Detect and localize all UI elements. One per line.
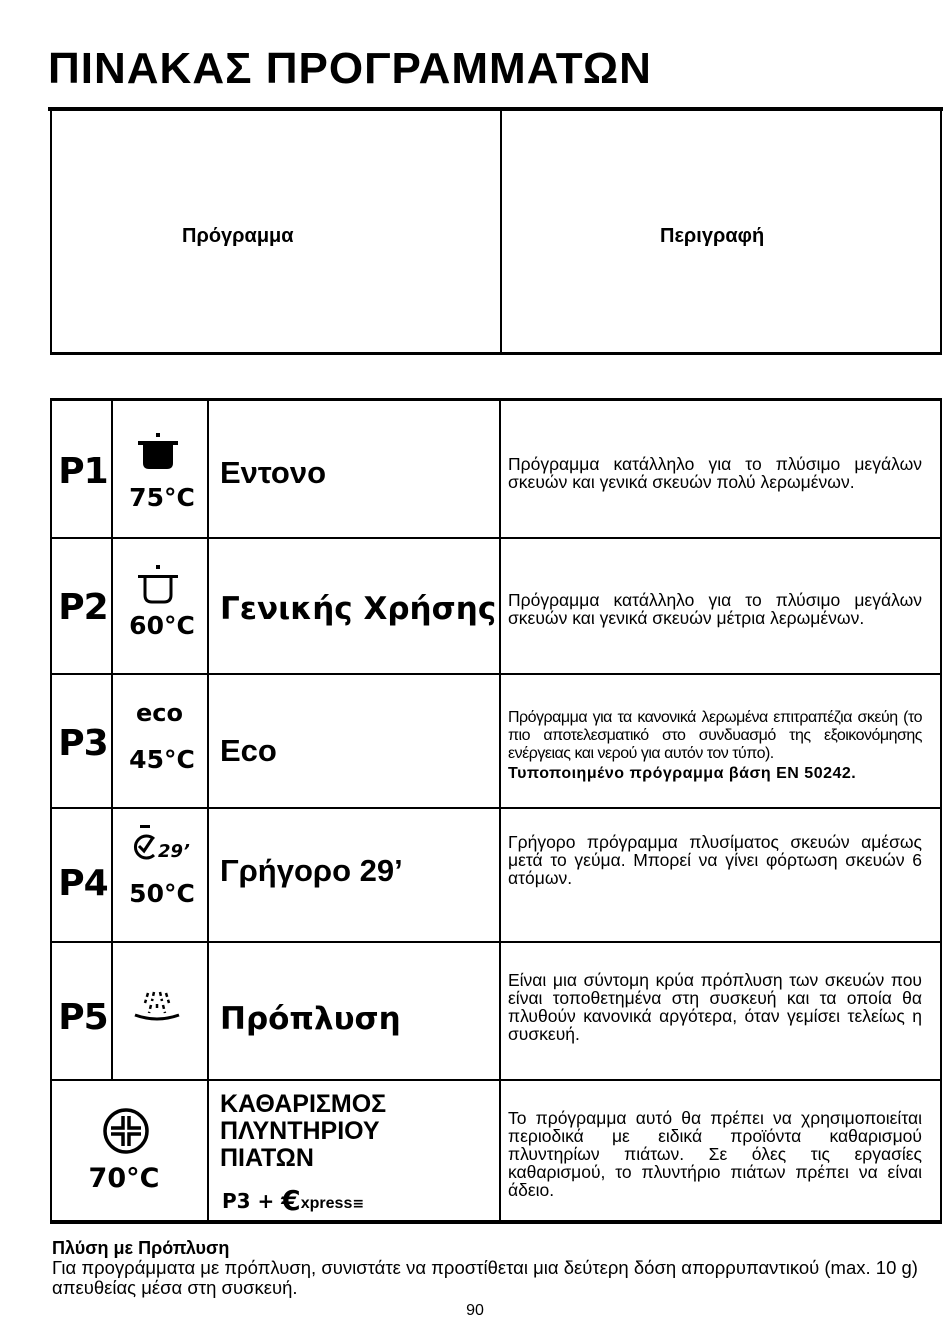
program-row-p3	[52, 673, 940, 807]
program-row-p5	[52, 941, 940, 1079]
program-name: Eco	[220, 733, 277, 768]
program-temp: 75°C	[129, 483, 195, 512]
program-description: Γρήγορο πρόγραμμα πλυσίματος σκευών αμέσως μετά το γεύμα. Μπορεί να γίνει φόρτωση σκευών 6 ατόμων.	[508, 832, 922, 888]
program-table	[50, 398, 942, 1224]
program-code: P5	[58, 997, 108, 1038]
program-temp: 50°C	[129, 879, 195, 908]
prewash-icon	[132, 989, 182, 1027]
pot-filled-icon	[138, 433, 178, 471]
program-name: Γενικής Χρήσης	[220, 591, 497, 627]
program-code: P2	[58, 587, 108, 628]
express-e-icon: €	[281, 1184, 301, 1217]
program-row-cleaning	[52, 1079, 940, 1223]
program-row-p4	[52, 807, 940, 941]
footer-text: Για προγράμματα με πρόπλυση, συνιστάτε να προστίθεται μια δεύτερη δόση απορρυπαντικού (max. 10 g) απευθείας μέσα στη συσκευή.	[52, 1257, 918, 1298]
program-description: Πρόγραμμα κατάλληλο για το πλύσιμο μεγάλων σκευών και γενικά σκευών μέτρια λερωμένων.	[508, 590, 922, 628]
program-temp: 70°C	[88, 1163, 160, 1194]
program-code: P1	[58, 451, 108, 492]
program-code: P3	[58, 723, 108, 764]
header-program: Πρόγραμμα	[182, 225, 294, 247]
program-name: Εντονο	[220, 455, 327, 490]
program-description: Είναι μια σύντομη κρύα πρόπλυση των σκευών που είναι τοποθετημένα στη συσκευή και τα οποία θα πλυθούν κανονικά αργότερα, όταν γεμίσει τελείως η συσκευή.	[508, 970, 922, 1044]
express-combo: P3 + €xpress≡	[222, 1184, 365, 1217]
timer-29-icon: 29’	[130, 825, 200, 869]
page-number: 90	[466, 1302, 484, 1319]
machine-care-icon	[102, 1107, 150, 1155]
program-temp: 60°C	[129, 611, 195, 640]
program-name: ΚΑΘΑΡΙΣΜΟΣ ΠΛΥΝΤΗΡΙΟΥ ΠΙΑΤΩΝ	[220, 1090, 387, 1172]
program-name: Πρόπλυση	[220, 1001, 401, 1037]
program-note: Τυποποιημένο πρόγραμμα βάση EN 50242.	[508, 765, 857, 782]
program-description: Πρόγραμμα κατάλληλο για το πλύσιμο μεγάλων σκευών και γενικά σκευών πολύ λερωμένων.	[508, 454, 922, 492]
program-description: Πρόγραμμα για τα κανονικά λερωμένα επιτραπέζια σκεύη (το πιο αποτελεσματικό στο συνδυασμό της εξοικονόμησης ενέργειας και νερού για αυτόν τον τύπο).	[508, 709, 922, 762]
program-code: P4	[58, 863, 108, 904]
header-description: Περιγραφή	[660, 225, 765, 247]
page-title: ΠΙΝΑΚΑΣ ΠΡΟΓΡΑΜΜΑΤΩΝ	[48, 44, 652, 93]
program-row-p1	[52, 401, 940, 537]
program-row-p2	[52, 537, 940, 673]
program-description: Το πρόγραμμα αυτό θα πρέπει να χρησιμοποιείται περιοδικά με ειδικά προϊόντα καθαρισμού πλυντηρίων πιάτων. Σε όλες τις εργασίες καθαρισμού, το πλυντήριο πιάτων πρέπει να είναι άδειο.	[508, 1108, 922, 1200]
eco-icon: eco	[136, 699, 183, 727]
pot-outline-icon	[138, 565, 178, 605]
header-divider	[500, 111, 502, 352]
table-header	[50, 111, 942, 355]
program-temp: 45°C	[129, 745, 195, 774]
program-name: Γρήγορο 29’	[220, 853, 403, 888]
footer-title: Πλύση με Πρόπλυση	[52, 1238, 230, 1258]
